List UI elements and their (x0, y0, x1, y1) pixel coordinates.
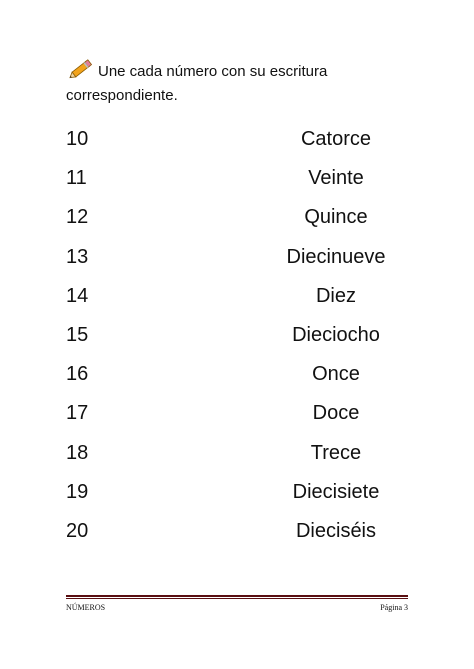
match-row (0, 434, 474, 473)
instruction-text: Une cada número con su escritura correspondiente. (66, 63, 328, 104)
matching-list (0, 120, 474, 551)
number-item: 18 (66, 441, 89, 464)
word-item: Doce (312, 402, 360, 425)
match-row (0, 238, 474, 277)
footer-divider (66, 595, 408, 597)
match-row (0, 473, 474, 512)
word-item: Catorce (300, 128, 372, 150)
footer-title: NÚMEROS (66, 603, 106, 612)
number-item: 15 (66, 323, 89, 346)
number-item: 17 (66, 402, 89, 425)
match-row (0, 394, 474, 433)
number-item: 19 (66, 480, 89, 503)
word-item: Veinte (308, 167, 364, 190)
match-row (0, 316, 474, 355)
match-row (0, 355, 474, 394)
number-item: 10 (66, 128, 89, 150)
number-item: 11 (66, 167, 87, 190)
word-item: Dieciocho (292, 323, 380, 346)
word-item: Diecisiete (292, 480, 380, 503)
match-row (0, 277, 474, 316)
word-item: Trece (310, 441, 362, 464)
number-item: 16 (66, 363, 89, 386)
word-item: Quince (304, 206, 368, 229)
instruction (66, 56, 396, 108)
match-row (0, 120, 474, 159)
word-item: Diez (315, 284, 356, 307)
word-item: Dieciséis (295, 519, 377, 542)
number-item: 20 (66, 519, 89, 542)
number-item: 14 (66, 284, 89, 307)
number-item: 12 (66, 206, 89, 229)
footer-divider-thin (66, 598, 408, 599)
pencil-icon (66, 56, 96, 82)
match-row (0, 159, 474, 198)
number-item: 13 (66, 245, 89, 268)
page-number: Página 3 (380, 603, 408, 612)
word-item: Once (312, 363, 360, 386)
match-row (0, 198, 474, 237)
match-row (0, 512, 474, 551)
word-item: Diecinueve (286, 245, 386, 268)
